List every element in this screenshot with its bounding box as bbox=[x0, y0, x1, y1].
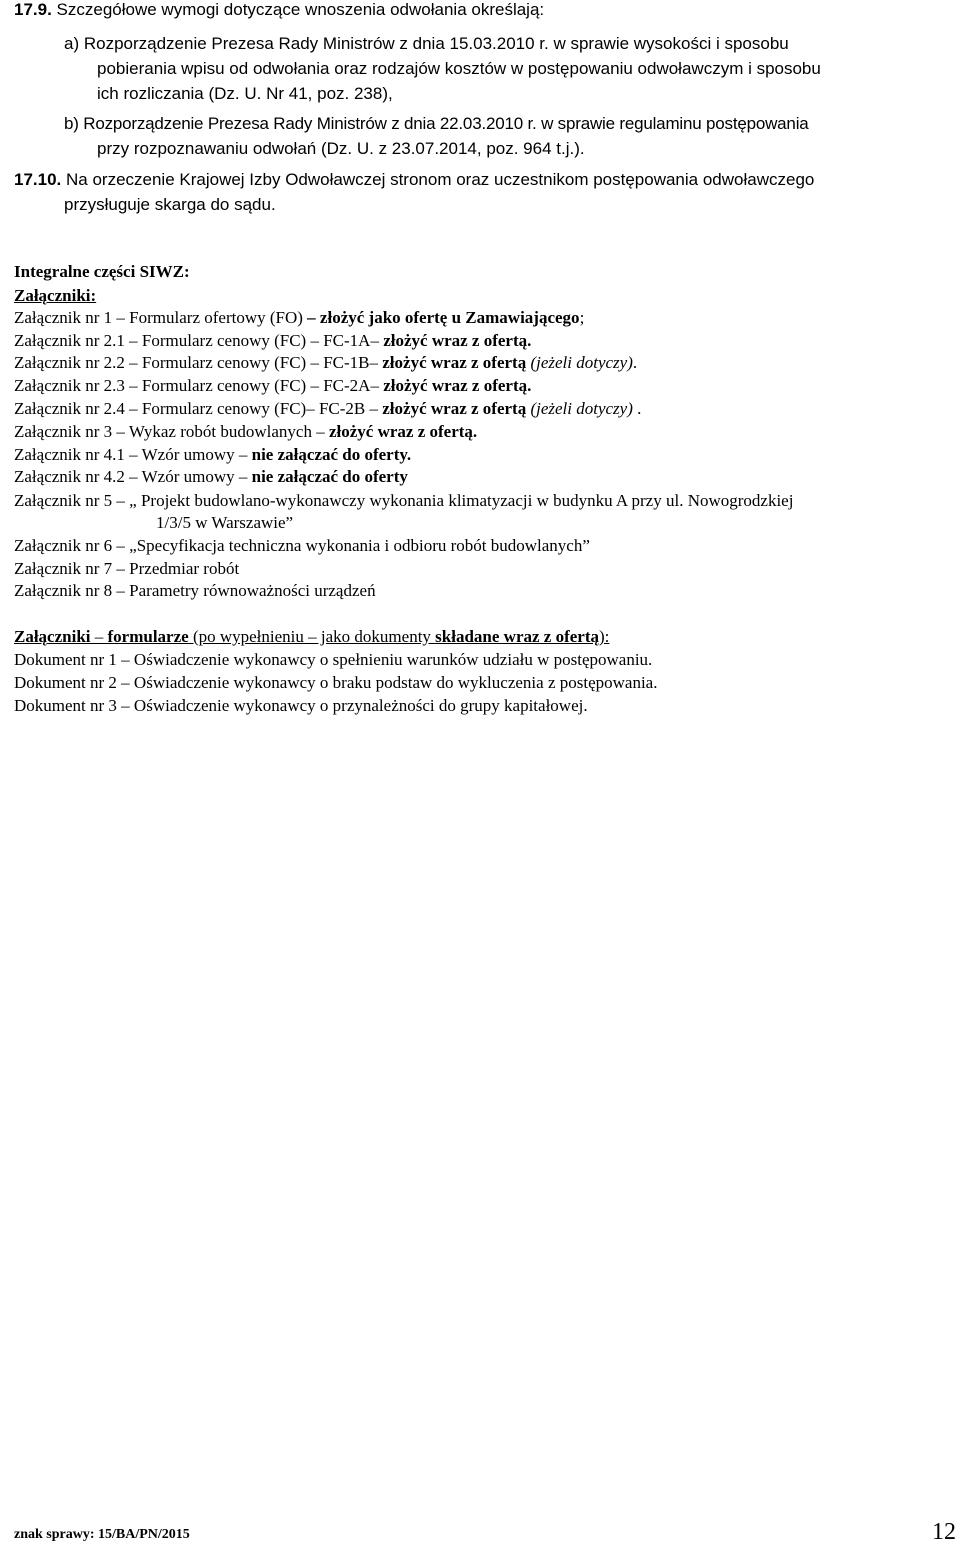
attachments-heading: Załączniki: bbox=[14, 286, 97, 305]
attachment-instruction: złożyć wraz z ofertą. bbox=[328, 422, 478, 441]
attachment-note: (jeżeli dotyczy) bbox=[526, 399, 633, 418]
attachment-instruction: – złożyć jako ofertę u Zamawiającego bbox=[307, 308, 580, 327]
attachment-2-1 bbox=[14, 330, 531, 352]
attachment-6: Załącznik nr 6 – „Specyfikacja techniczna wykonania i odbioru robót budowlanych” bbox=[14, 536, 590, 555]
document-2: Dokument nr 2 – Oświadczenie wykonawcy o braku podstaw do wykluczenia z postępowania. bbox=[14, 673, 658, 692]
forms-heading-part: (po wypełnieniu – jako dokumenty bbox=[188, 627, 436, 646]
attachment-instruction: nie załączać do oferty. bbox=[251, 445, 412, 464]
section-number: 17.9. bbox=[14, 0, 52, 19]
case-reference: znak sprawy: 15/BA/PN/2015 bbox=[14, 1527, 190, 1542]
attachment-instruction: złożyć wraz z ofertą bbox=[382, 399, 527, 418]
attachment-label: Załącznik nr 2.1 – Formularz cenowy (FC) – FC-1A– bbox=[14, 331, 384, 350]
attachment-2-2 bbox=[14, 352, 637, 374]
attachment-instruction: złożyć wraz z ofertą. bbox=[383, 376, 532, 395]
attachment-4-1 bbox=[14, 444, 411, 466]
attachment-label: Załącznik nr 3 – Wykaz robót budowlanych – bbox=[14, 422, 329, 441]
attachment-note: (jeżeli dotyczy) bbox=[526, 353, 633, 372]
section-text: Na orzeczenie Krajowej Izby Odwoławczej stronom oraz uczestnikom postępowania odwoławczego bbox=[66, 170, 815, 189]
item-b-line-2: przy rozpoznawaniu odwołań (Dz. U. z 23.07.2014, poz. 964 t.j.). bbox=[97, 139, 585, 158]
attachment-label: Załącznik nr 2.3 – Formularz cenowy (FC) – FC-2A– bbox=[14, 376, 384, 395]
forms-heading-part: – bbox=[90, 627, 108, 646]
attachment-punct: . bbox=[632, 353, 638, 372]
page-number: 12 bbox=[932, 1519, 956, 1545]
attachment-1 bbox=[14, 307, 584, 329]
section-number: 17.10. bbox=[14, 170, 62, 189]
attachment-punct: . bbox=[632, 399, 642, 418]
item-b-line-1: b) Rozporządzenie Prezesa Rady Ministrów z dnia 22.03.2010 r. w sprawie regulaminu postępowania bbox=[64, 114, 809, 133]
attachment-instruction: złożyć wraz z ofertą bbox=[382, 353, 527, 372]
attachment-label: Załącznik nr 4.1 – Wzór umowy – bbox=[14, 445, 252, 464]
attachment-2-3 bbox=[14, 375, 531, 397]
item-a-line-3: ich rozliczania (Dz. U. Nr 41, poz. 238), bbox=[97, 84, 393, 103]
document-1: Dokument nr 1 – Oświadczenie wykonawcy o spełnieniu warunków udziału w postępowaniu. bbox=[14, 650, 653, 669]
attachment-label: Załącznik nr 2.2 – Formularz cenowy (FC) – FC-1B– bbox=[14, 353, 383, 372]
section-17-10-line-2: przysługuje skarga do sądu. bbox=[64, 195, 276, 214]
attachment-punct: ; bbox=[579, 308, 585, 327]
attachment-label: Załącznik nr 1 – Formularz ofertowy (FO) bbox=[14, 308, 308, 327]
attachment-label: Załącznik nr 4.2 – Wzór umowy – bbox=[14, 467, 252, 486]
section-17-9-heading bbox=[14, 0, 544, 22]
forms-heading-part: ): bbox=[599, 627, 610, 646]
attachment-instruction: nie załączać do oferty bbox=[251, 467, 408, 486]
integral-heading: Integralne części SIWZ: bbox=[14, 262, 190, 281]
forms-heading-part: Załączniki bbox=[14, 627, 91, 646]
document-3: Dokument nr 3 – Oświadczenie wykonawcy o przynależności do grupy kapitałowej. bbox=[14, 696, 588, 715]
attachment-8: Załącznik nr 8 – Parametry równoważności urządzeń bbox=[14, 581, 376, 600]
attachment-7: Załącznik nr 7 – Przedmiar robót bbox=[14, 559, 240, 578]
attachment-instruction: złożyć wraz z ofertą. bbox=[383, 331, 532, 350]
attachment-3 bbox=[14, 421, 477, 443]
section-17-10-line-1 bbox=[14, 168, 814, 192]
forms-heading-part: składane wraz z ofertą bbox=[435, 627, 599, 646]
attachment-label: Załącznik nr 2.4 – Formularz cenowy (FC)– FC-2B – bbox=[14, 399, 383, 418]
attachment-4-2 bbox=[14, 466, 408, 488]
section-title: Szczegółowe wymogi dotyczące wnoszenia odwołania określają: bbox=[56, 0, 545, 19]
forms-heading-part: formularze bbox=[107, 627, 189, 646]
attachment-5-line-2: 1/3/5 w Warszawie” bbox=[156, 513, 294, 532]
attachment-2-4 bbox=[14, 398, 641, 420]
forms-heading bbox=[14, 626, 609, 648]
item-a-line-2: pobierania wpisu od odwołania oraz rodzajów kosztów w postępowaniu odwoławczym i sposobu bbox=[97, 59, 821, 78]
attachment-5-line-1: Załącznik nr 5 – „ Projekt budowlano-wykonawczy wykonania klimatyzacji w budynku A przy ul. Nowogrodzkiej bbox=[14, 491, 794, 510]
item-a-line-1: a) Rozporządzenie Prezesa Rady Ministrów z dnia 15.03.2010 r. w sprawie wysokości i sposobu bbox=[64, 34, 789, 53]
